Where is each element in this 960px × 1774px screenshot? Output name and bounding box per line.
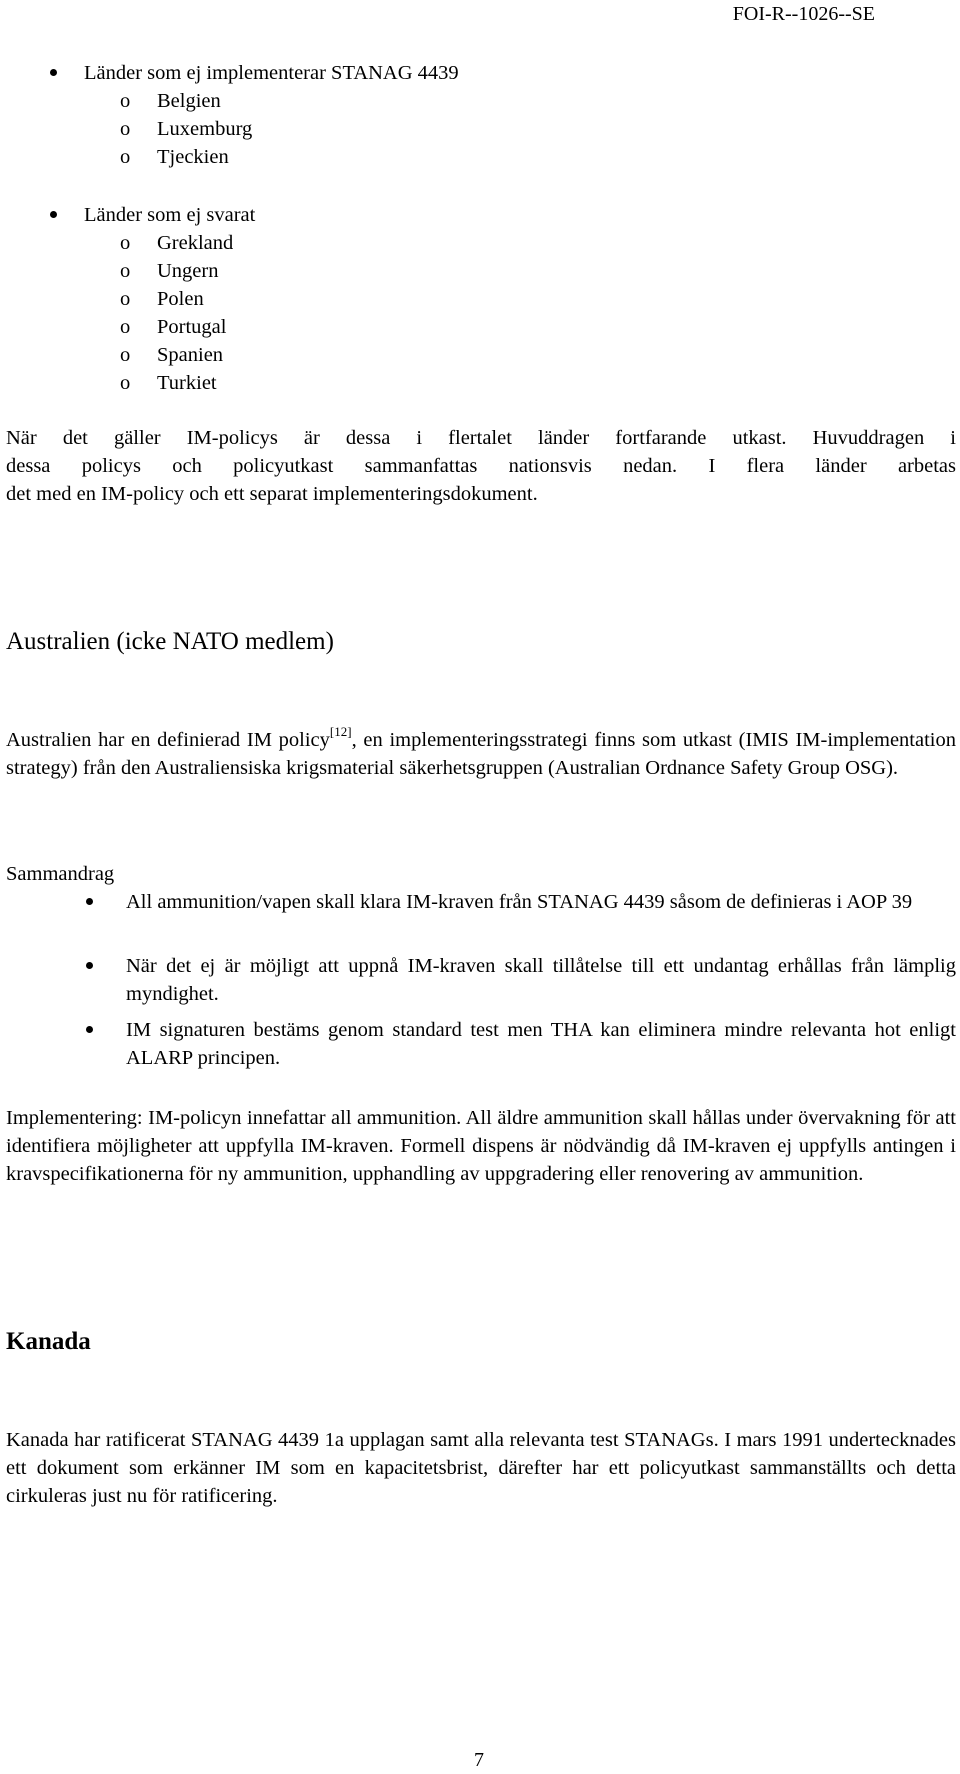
summary-label: Sammandrag [6, 863, 115, 885]
list-item: Grekland [157, 232, 234, 254]
australia-paragraph [6, 726, 956, 782]
sub-bullet-icon: o [120, 260, 131, 282]
implementation-paragraph: Implementering: IM-policyn innefattar all ammunition. All äldre ammunition skall hållas under övervakning för att identifiera möjligheter att uppfylla IM-kraven. Formell dispens är nödvändig då IM-kraven ej uppfylls antingen i kravspecifikationerna för ny ammunition, upphandling av uppgradering eller renovering av ammunition. [6, 1107, 956, 1185]
page-number: 7 [474, 1749, 484, 1771]
sub-bullet-icon: o [120, 288, 131, 310]
sub-bullet-icon: o [120, 146, 131, 168]
bullet-icon [86, 1026, 93, 1033]
summary-item: När det ej är möjligt att uppnå IM-kraven skall tillåtelse till ett undantag erhållas från lämplig myndighet. [126, 955, 956, 1005]
sub-bullet-icon: o [120, 344, 131, 366]
sub-bullet-icon: o [120, 372, 131, 394]
list-item: Belgien [157, 90, 221, 112]
list-title: Länder som ej svarat [84, 204, 256, 226]
australia-para-start: Australien har en definierad IM policy [6, 729, 330, 751]
intro-line: det med en IM-policy och ett separat implementeringsdokument. [6, 483, 538, 505]
summary-item: All ammunition/vapen skall klara IM-kraven från STANAG 4439 såsom de definieras i AOP 39 [126, 891, 913, 913]
intro-line: dessa policys och policyutkast sammanfattas nationsvis nedan. I flera länder arbetas [6, 455, 956, 477]
summary-item: IM signaturen bestäms genom standard test men THA kan eliminera mindre relevanta hot enligt ALARP principen. [126, 1019, 956, 1069]
bullet-icon [50, 211, 57, 218]
reference-marker: [12] [329, 724, 352, 739]
list-item: Turkiet [157, 372, 217, 394]
sub-bullet-icon: o [120, 118, 131, 140]
intro-line: När det gäller IM-policys är dessa i flertalet länder fortfarande utkast. Huvuddragen i [6, 427, 956, 449]
australia-para-end: , en implementeringsstrategi finns som utkast (IMIS IM-implementation strategy) från den Australiensiska krigsmaterial säkerhetsgruppen (Australian Ordnance Safety Group OSG). [6, 729, 956, 779]
bullet-icon [86, 962, 93, 969]
section-heading-canada: Kanada [6, 1328, 91, 1355]
list-item: Polen [157, 288, 204, 310]
bullet-icon [86, 898, 93, 905]
intro-paragraph [6, 424, 956, 508]
list-item: Portugal [157, 316, 227, 338]
list-item: Spanien [157, 344, 224, 366]
canada-paragraph: Kanada har ratificerat STANAG 4439 1a upplagan samt alla relevanta test STANAGs. I mars 1991 undertecknades ett dokument som erkänner IM som en kapacitetsbrist, därefter har ett policyutkast sammanställts och detta cirkuleras just nu för ratificering. [6, 1429, 956, 1507]
sub-bullet-icon: o [120, 90, 131, 112]
list-item: Luxemburg [157, 118, 253, 140]
bullet-icon [50, 69, 57, 76]
document-id: FOI-R--1026--SE [732, 3, 875, 25]
list-item: Ungern [157, 260, 219, 282]
list-title: Länder som ej implementerar STANAG 4439 [84, 62, 459, 84]
sub-bullet-icon: o [120, 232, 131, 254]
list-item: Tjeckien [157, 146, 229, 168]
sub-bullet-icon: o [120, 316, 131, 338]
section-heading-australia: Australien (icke NATO medlem) [6, 628, 334, 655]
